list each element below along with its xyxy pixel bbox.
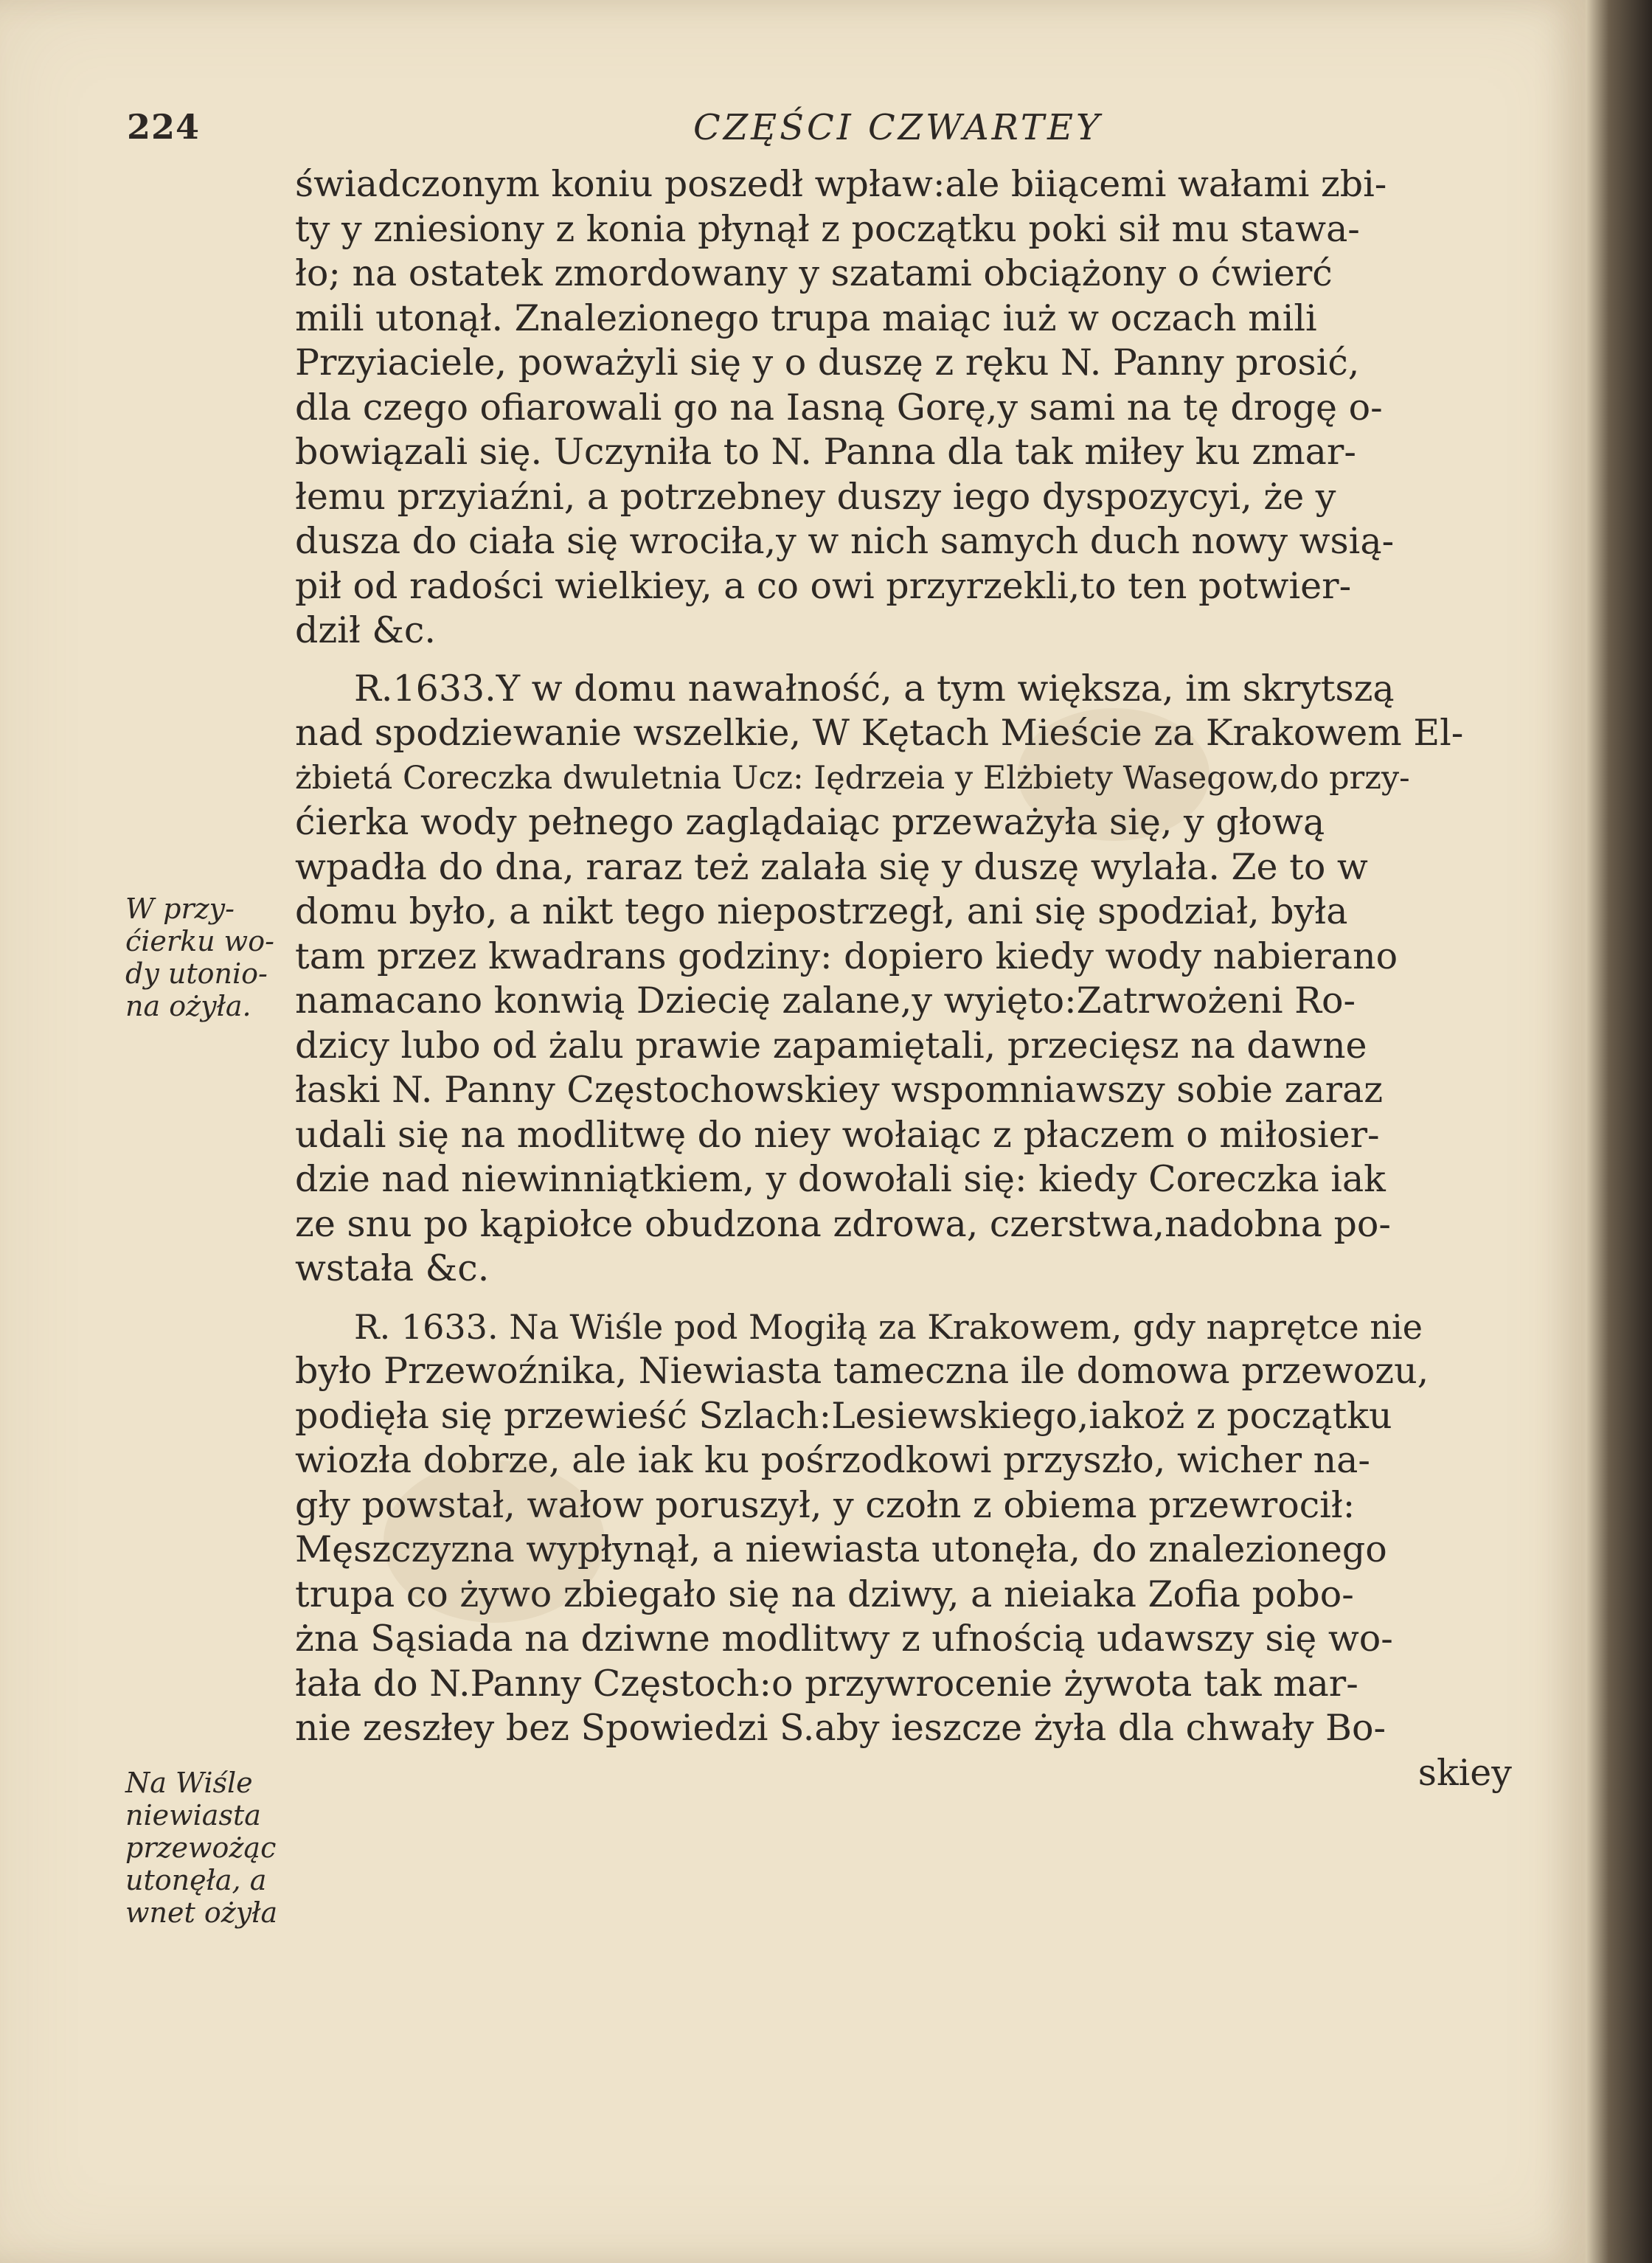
page-header	[0, 107, 1586, 166]
running-head: CZĘŚCI CZWARTEY	[693, 107, 1103, 148]
margin-note-line: na ożyła.	[125, 990, 251, 1022]
text-line: podięła się przewieść Szlach:Lesiewskiego,iakoż z początku	[295, 1394, 1392, 1437]
text-line: żbietá Coreczka dwuletnia Ucz: Iędrzeia y Elżbiety Wasegow,do przy-	[295, 759, 1410, 797]
text-line: bowiązali się. Uczyniła to N. Panna dla tak miłey ku zmar-	[295, 431, 1356, 473]
paragraph-1	[295, 162, 1549, 654]
text-line: udali się na modlitwę do niey wołaiąc z płaczem o miłosier-	[295, 1113, 1380, 1156]
text-line: świadczonym koniu poszedł wpław:ale biiącemi wałami zbi-	[295, 163, 1387, 205]
margin-note-line: W przy-	[125, 893, 235, 925]
text-line: trupa co żywo zbiegało się na dziwy, a nieiaka Zofia pobo-	[295, 1573, 1354, 1615]
text-line: żna Sąsiada na dziwne modlitwy z ufnością udawszy się wo-	[295, 1618, 1393, 1660]
text-line: dzicy lubo od żalu prawie zapamiętali, przecięsz na dawne	[295, 1024, 1367, 1067]
margin-note-line: ćierku wo-	[125, 925, 274, 957]
text-line: ze snu po kąpiołce obudzona zdrowa, czerstwa,nadobna po-	[295, 1202, 1391, 1245]
text-line: Męszczyzna wypłynął, a niewiasta utonęła, do znalezionego	[295, 1528, 1387, 1570]
text-line: wpadła do dna, raraz też zalała się y duszę wylała. Ze to w	[295, 845, 1368, 888]
book-binding	[1586, 0, 1652, 2263]
text-line: ćierka wody pełnego zaglądaiąc przeważyła się, y głową	[295, 801, 1325, 843]
text-line: dla czego ofiarowali go na Iasną Gorę,y sami na tę drogę o-	[295, 386, 1383, 429]
text-line: nie zeszłey bez Spowiedzi S.aby ieszcze żyła dla chwały Bo-	[295, 1707, 1386, 1749]
margin-note-line: przewożąc	[125, 1831, 277, 1864]
text-line: łaski N. Panny Częstochowskiey wspomniawszy sobie zaraz	[295, 1069, 1384, 1111]
main-text	[295, 162, 1549, 1795]
margin-note-line: niewiasta	[125, 1799, 261, 1831]
text-line: łała do N.Panny Częstoch:o przywrocenie żywota tak mar-	[295, 1662, 1358, 1705]
text-line: dusza do ciała się wrociła,y w nich samych duch nowy wsią-	[295, 520, 1395, 562]
paragraph-gap	[295, 1292, 1549, 1305]
text-line: ło; na ostatek zmordowany y szatami obciążony o ćwierć	[295, 252, 1333, 294]
paragraph-3	[295, 1305, 1549, 1751]
margin-note-line: wnet ożyła	[125, 1896, 278, 1929]
text-line: ty y zniesiony z konia płynął z początku poki sił mu stawa-	[295, 207, 1360, 250]
paragraph-2	[295, 667, 1549, 1292]
text-line: R.1633.Y w domu nawałność, a tym większa, im skrytszą	[354, 667, 1395, 710]
margin-note-1	[125, 893, 295, 1022]
text-line: wstała &c.	[295, 1247, 490, 1289]
margin-note-line: dy utonio-	[125, 957, 268, 990]
margin-note-line: Na Wiśle	[125, 1767, 253, 1799]
text-line: Przyiaciele, poważyli się y o duszę z ręku N. Panny prosić,	[295, 342, 1360, 384]
text-line: dzie nad niewinniątkiem, y dowołali się: kiedy Coreczka iak	[295, 1158, 1386, 1200]
text-line: namacano konwią Dziecię zalane,y wyięto:Zatrwożeni Ro-	[295, 980, 1356, 1022]
text-line: pił od radości wielkiey, a co owi przyrzekli,to ten potwier-	[295, 564, 1352, 607]
text-line: domu było, a nikt tego niepostrzegł, ani się spodział, była	[295, 890, 1348, 932]
paragraph-gap	[295, 654, 1549, 667]
text-line: R. 1633. Na Wiśle pod Mogiłą za Krakowem, gdy naprętce nie	[354, 1306, 1423, 1347]
catchword: skiey	[1417, 1751, 1512, 1794]
text-line: mili utonął. Znalezionego trupa maiąc iuż w oczach mili	[295, 297, 1317, 339]
text-line: tam przez kwadrans godziny: dopiero kiedy wody nabierano	[295, 935, 1398, 977]
text-line: było Przewoźnika, Niewiasta tameczna ile domowa przewozu,	[295, 1350, 1429, 1392]
margin-note-line: utonęła, a	[125, 1864, 267, 1896]
text-line: gły powstał, wałow poruszył, y czołn z obiema przewrocił:	[295, 1483, 1356, 1526]
text-line: dził &c.	[295, 609, 436, 651]
text-line: nad spodziewanie wszelkie, W Kętach Mieście za Krakowem El-	[295, 712, 1464, 754]
text-line: wiozła dobrze, ale iak ku pośrzodkowi przyszło, wicher na-	[295, 1439, 1370, 1481]
margin-note-2	[125, 1767, 295, 1929]
text-line: łemu przyiaźni, a potrzebney duszy iego dyspozycyi, że y	[295, 475, 1336, 518]
page-number: 224	[127, 107, 201, 147]
